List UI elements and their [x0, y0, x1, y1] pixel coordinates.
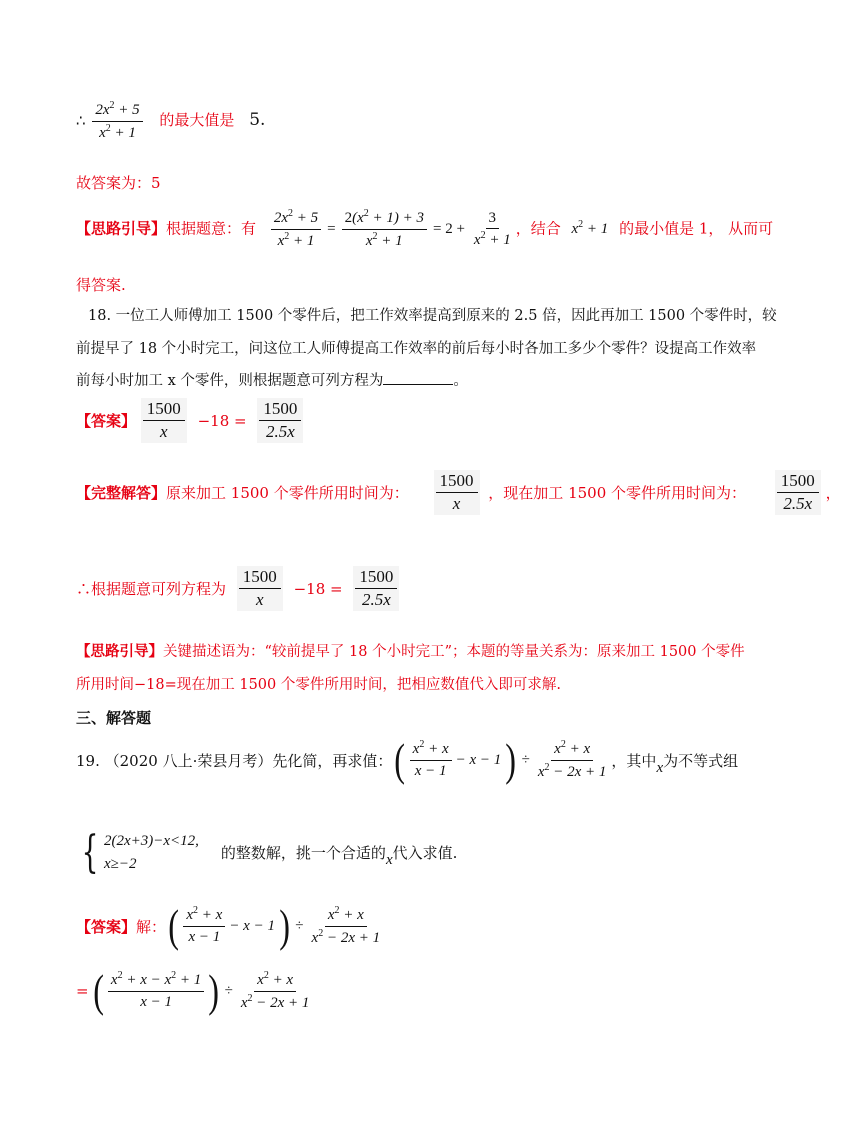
equation-fraction-2: [353, 566, 399, 611]
numerator: 1500: [259, 398, 301, 421]
numerator: 1500: [143, 398, 185, 421]
hint-text: 根据题意：有: [166, 219, 257, 238]
hint-text-2: ，结合: [515, 219, 561, 238]
denominator: 2.5x: [361, 590, 391, 610]
section-heading: 三、解答题: [76, 709, 152, 727]
fraction-expression: $\frac{2x^2 + 5}{x^2 + 1}$: [92, 100, 142, 143]
question-18-line-1: 18. 一位工人师傅加工 1500 个零件后，把工作效率提高到原来的 2.5 倍，因此再加工 1500 个零件时，较: [88, 308, 777, 324]
hint-18-text-1: 关键描述语为：“较前提早了 18 个小时完工”；本题的等量关系为：原来加工 1500 个零件: [163, 644, 745, 660]
equation-minus: −18 =: [293, 579, 343, 598]
numerator: 1500: [239, 566, 281, 589]
answer-19-tag: 【答案】: [76, 917, 137, 936]
question-19: [76, 734, 739, 785]
max-value-text: 的最大值是: [159, 111, 235, 130]
inequality-2: x≥−2: [104, 855, 137, 872]
answer-line: 故答案为：5: [76, 174, 161, 192]
full-solution-text-3: ，: [825, 484, 841, 503]
numerator: 1500: [777, 470, 819, 493]
inequality-system: [76, 826, 458, 878]
step-2-expression: ( $\frac{x^2 + x - x^2 + 1}{x - 1}$ ) ÷ $\frac{x^2 + x}{x^2 - 2x + 1}$: [92, 965, 310, 1016]
hint-text-4: 得答案.: [76, 276, 126, 294]
time-before-fraction: [434, 470, 480, 515]
hint-tag: 【思路引导】: [76, 219, 167, 238]
answer-blank: [383, 370, 453, 385]
step-2: = ( $\frac{x^2 + x - x^2 + 1}{x - 1}$ ) ÷ $\frac{x^2 + x}{x^2 - 2x + 1}$: [76, 968, 314, 1014]
hint-text-3: 的最小值是 1， 从而可: [619, 219, 774, 238]
max-value: 5.: [249, 110, 266, 131]
question-18-line-3-text: 前每小时加工 x 个零件，则根据题意可列方程为: [76, 373, 384, 389]
answer-19-expression: ( $\frac{x^2 + x}{x - 1}$ − x − 1 ) ÷ $\frac{x^2 + x}{x^2 - 2x + 1}$: [168, 900, 381, 951]
answer-19-text: 解：: [136, 917, 167, 936]
hint-18-text-2: 所用时间−18=现在加工 1500 个零件所用时间，把相应数值代入即可求解.: [76, 677, 561, 693]
answer-19: [76, 900, 385, 951]
question-19-suffix-1: ，其中: [611, 751, 657, 770]
question-18-line-3-end: 。: [453, 373, 468, 389]
equation-fraction-1: [237, 566, 283, 611]
denominator: 2.5x: [783, 494, 813, 514]
equation-line-18: [76, 566, 399, 611]
denominator: x: [452, 494, 461, 514]
inequality-lines: [104, 830, 199, 875]
numerator: 1500: [436, 470, 478, 493]
equation-prefix: ∴根据题意可列方程为: [76, 580, 227, 599]
denominator: 2.5x: [265, 422, 295, 442]
answer-18: [76, 398, 303, 443]
hint-equation: $\frac{2x^2 + 5}{x^2 + 1}$ = $\frac{2(x^2 + 1) + 3}{x^2 + 1}$ = 2 + $\frac{3}{x^2 + 1}$: [269, 208, 516, 251]
numerator: 1500: [355, 566, 397, 589]
hint-block-1: [76, 208, 773, 251]
question-19-suffix-2: 为不等式组: [663, 751, 739, 770]
answer-minus: −18 =: [197, 411, 247, 430]
max-value-line: [76, 100, 265, 143]
hint-18-line-1: [76, 640, 745, 661]
full-solution-text-2: ，现在加工 1500 个零件所用时间为：: [488, 484, 747, 503]
question-19-expression: ( $\frac{x^2 + x}{x - 1}$ − x − 1 ) ÷ $\frac{x^2 + x}{x^2 - 2x + 1}$: [394, 734, 607, 785]
inequality-1: 2(2x+3)−x<12,: [104, 833, 199, 849]
question-19-tail-2: 代入求值.: [392, 844, 458, 862]
full-solution-text-1: 原来加工 1500 个零件所用时间为：: [166, 484, 409, 503]
answer-fraction-1: [141, 398, 187, 443]
variable-x: x: [656, 759, 664, 776]
time-after-fraction: [775, 470, 821, 515]
question-19-prefix: 19. （2020 八上·荣县月考）先化简，再求值：: [76, 751, 393, 770]
full-solution-tag: 【完整解答】: [76, 484, 167, 503]
answer-fraction-2: [257, 398, 303, 443]
hint-18-tag: 【思路引导】: [76, 643, 163, 660]
full-solution-18: [76, 470, 841, 515]
hint-expr: $x^2 + 1$: [571, 219, 609, 238]
denominator: x: [256, 590, 264, 610]
denominator: x: [160, 422, 168, 442]
answer-tag: 【答案】: [76, 412, 137, 431]
variable-x-2: x: [385, 852, 393, 868]
question-19-tail-1: 的整数解，挑一个合适的: [220, 844, 386, 862]
brace-icon: {: [81, 826, 99, 878]
therefore-symbol: ∴: [76, 111, 86, 130]
question-18-line-2: 前提早了 18 个小时完工，问这位工人师傅提高工作效率的前后每小时各加工多少个零件？设提高工作效率: [76, 341, 757, 357]
question-18-line-3: [76, 369, 468, 390]
